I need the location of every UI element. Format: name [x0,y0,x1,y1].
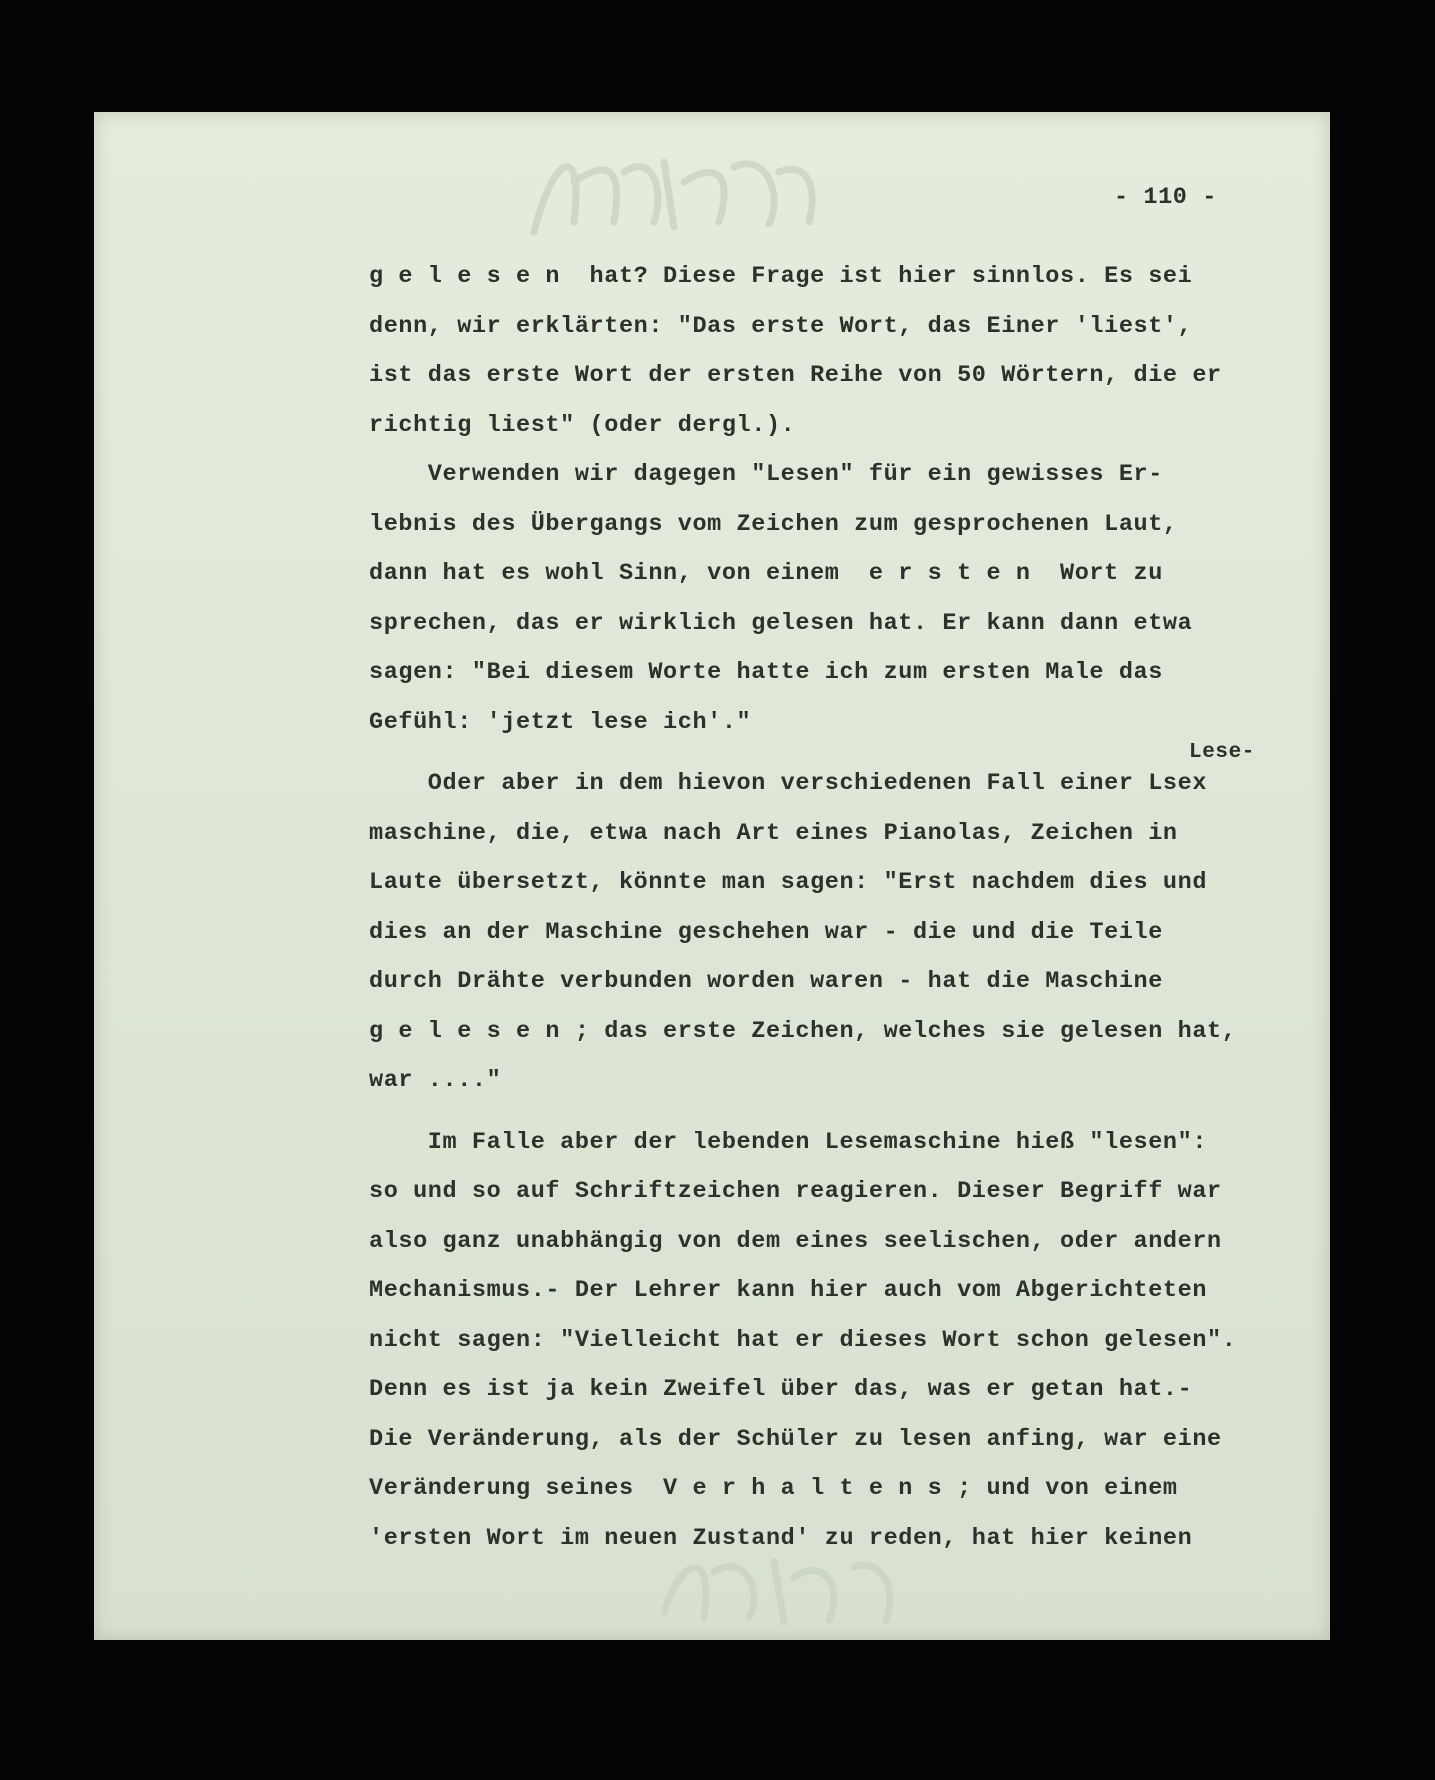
text-line: war ...." [369,1067,502,1094]
text-line: nicht sagen: "Vielleicht hat er dieses Wort schon gelesen". [369,1326,1237,1354]
text-line: also ganz unabhängig von dem eines seelischen, oder andern [369,1227,1222,1255]
text-line: sprechen, das er wirklich gelesen hat. Er kann dann etwa [369,609,1193,637]
paragraph-gap [369,1106,1236,1118]
text-line: sagen: "Bei diesem Worte hatte ich zum ersten Male das [369,659,1163,686]
watermark-stamp [514,132,834,252]
text-line: Laute übersetzt, könnte man sagen: "Erst nachdem dies und [369,869,1208,896]
text-line: Mechanismus.- Der Lehrer kann hier auch vom Abgerichteten [369,1277,1208,1304]
text-line: so und so auf Schriftzeichen reagieren. Dieser Begriff war [369,1178,1222,1205]
text-line: Verwenden wir dagegen "Lesen" für ein gewisses Er- [369,461,1163,488]
text-line: Denn es ist ja kein Zweifel über das, was er getan hat.- [369,1376,1193,1403]
text-line: dies an der Maschine geschehen war - die und die Teile [369,918,1163,946]
text-line: richtig liest" (oder dergl.). [369,411,796,439]
text-line: g e l e s e n ; das erste Zeichen, welches sie gelesen hat, [369,1017,1237,1045]
text-line: g e l e s e n hat? Diese Frage ist hier sinnlos. Es sei [369,263,1193,290]
text-line: maschine, die, etwa nach Art eines Pianolas, Zeichen in [369,819,1178,847]
text-line: denn, wir erklärten: "Das erste Wort, das Einer 'liest', [369,312,1193,340]
text-line: durch Drähte verbunden worden waren - hat die Maschine [369,968,1163,995]
text-line: Die Veränderung, als der Schüler zu lesen anfing, war eine [369,1425,1222,1453]
text-line: Im Falle aber der lebenden Lesemaschine hieß "lesen": [369,1128,1208,1156]
page-number: - 110 - [1114,184,1217,211]
text-line: Gefühl: 'jetzt lese ich'." [369,708,752,736]
text-line: Oder aber in dem hievon verschiedenen Fall einer Lsex [369,770,1208,797]
text-line: ist das erste Wort der ersten Reihe von 50 Wörtern, die er [369,362,1222,389]
text-line: lebnis des Übergangs vom Zeichen zum gesprochenen Laut, [369,510,1178,538]
margin-note: Lese- [1189,741,1256,764]
text-line: dann hat es wohl Sinn, von einem e r s t e n Wort zu [369,560,1163,587]
body-text [369,252,1236,1563]
text-line: 'ersten Wort im neuen Zustand' zu reden, hat hier keinen [369,1524,1193,1552]
typescript-page [94,112,1330,1640]
paragraph-gap [369,747,1236,759]
text-line: Veränderung seines V e r h a l t e n s ; und von einem [369,1475,1178,1502]
